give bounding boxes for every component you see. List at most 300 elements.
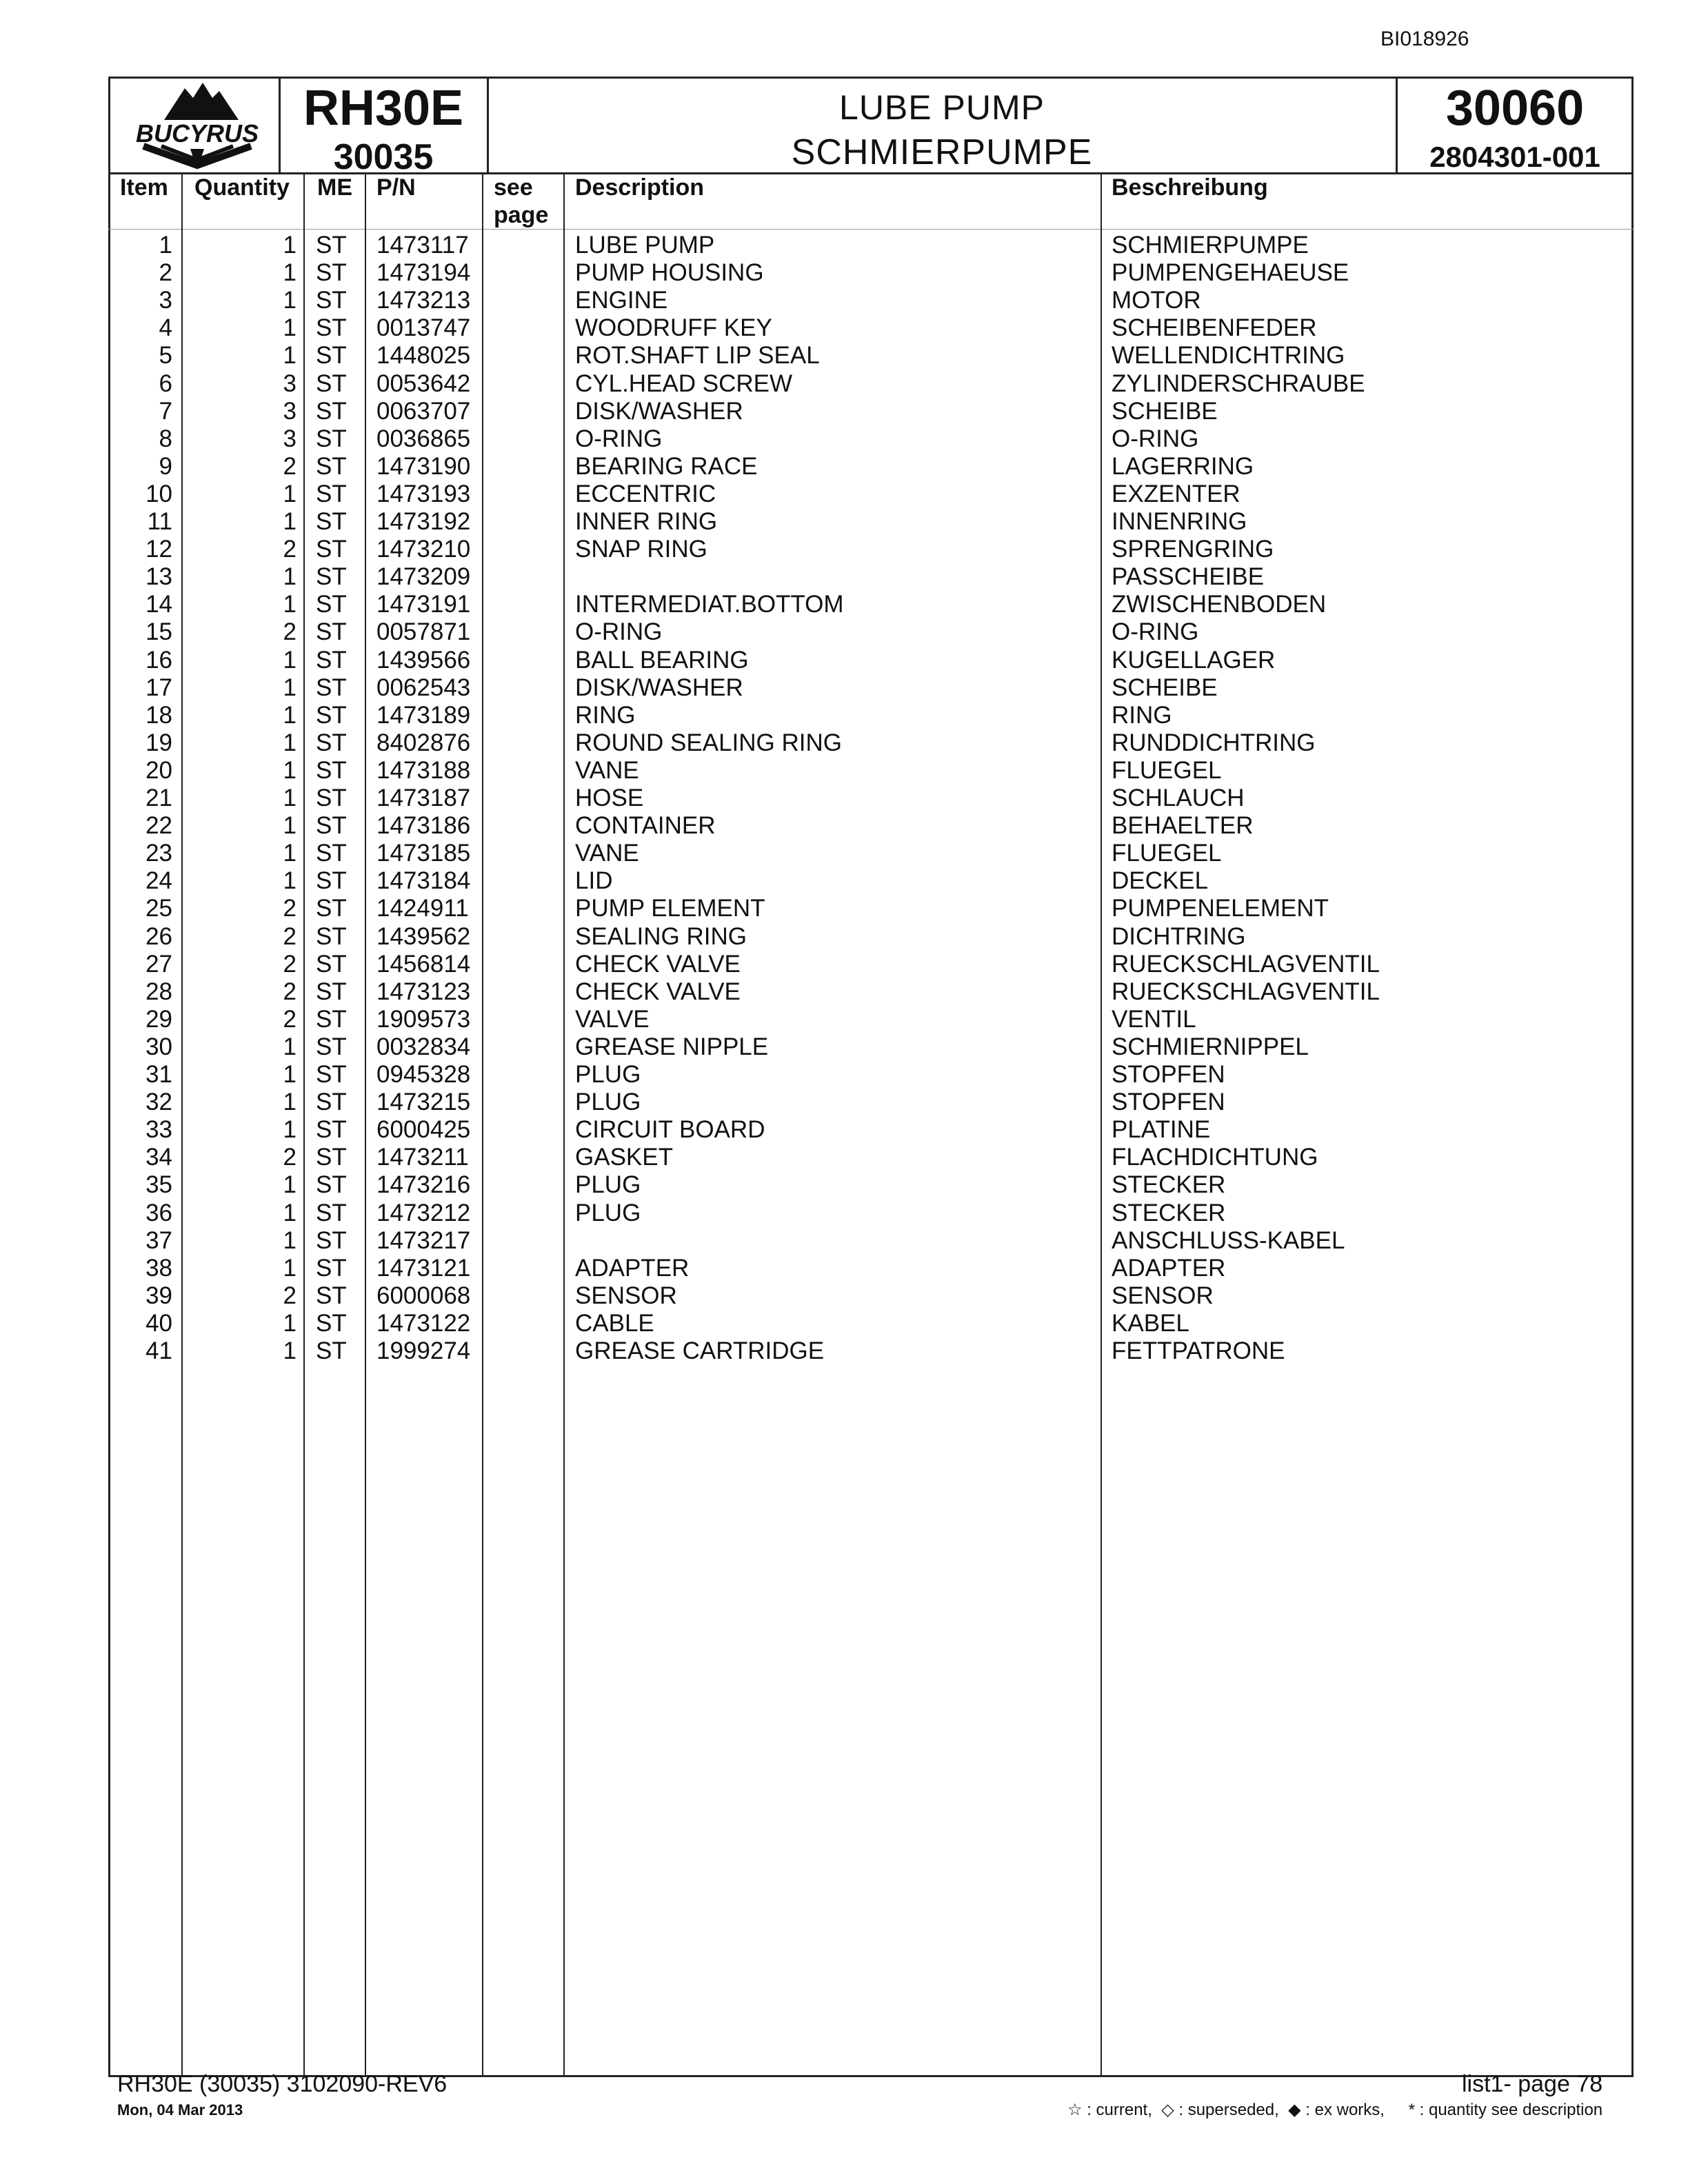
table-row xyxy=(0,342,1688,370)
quantity-cell: 1 xyxy=(283,1033,297,1060)
item-number: 34 xyxy=(145,1144,172,1171)
beschreibung-cell: SPRENGRING xyxy=(1112,536,1274,563)
description-cell: GREASE CARTRIDGE xyxy=(575,1337,825,1364)
unit-cell: ST xyxy=(316,646,347,674)
unit-cell: ST xyxy=(316,1254,347,1282)
unit-cell: ST xyxy=(316,480,347,507)
legend-ex-works: : ex works, xyxy=(1305,2101,1385,2119)
description-cell: CONTAINER xyxy=(575,812,716,840)
unit-cell: ST xyxy=(316,287,347,314)
quantity-cell: 2 xyxy=(283,950,297,978)
part-number-cell: 1473122 xyxy=(376,1309,471,1337)
table-row xyxy=(0,591,1688,618)
table-row xyxy=(0,978,1688,1006)
quantity-cell: 1 xyxy=(283,1226,297,1254)
beschreibung-cell: FLUEGEL xyxy=(1112,840,1222,867)
unit-cell: ST xyxy=(316,536,347,563)
item-number: 35 xyxy=(145,1171,172,1199)
beschreibung-cell: PLATINE xyxy=(1112,1116,1211,1144)
unit-cell: ST xyxy=(316,397,347,425)
quantity-cell: 1 xyxy=(283,840,297,867)
table-row xyxy=(0,1144,1688,1171)
column-header-item: Item xyxy=(120,174,168,201)
description-cell: PLUG xyxy=(575,1061,641,1088)
model-number: 30035 xyxy=(333,137,434,177)
part-number-cell: 1473194 xyxy=(376,259,471,287)
part-number-cell: 0062543 xyxy=(376,674,471,701)
page-code-box xyxy=(1396,77,1634,178)
description-cell: ADAPTER xyxy=(575,1254,690,1282)
unit-cell: ST xyxy=(316,452,347,480)
quantity-cell: 2 xyxy=(283,536,297,563)
beschreibung-cell: STECKER xyxy=(1112,1171,1226,1199)
legend-quantity: * : quantity see description xyxy=(1408,2101,1603,2119)
column-header-beschreibung: Beschreibung xyxy=(1112,174,1268,201)
part-number-cell: 1473191 xyxy=(376,591,471,618)
description-cell: VANE xyxy=(575,756,639,784)
table-row xyxy=(0,674,1688,702)
item-number: 13 xyxy=(145,563,172,591)
part-number-cell: 1473193 xyxy=(376,480,471,507)
unit-cell: ST xyxy=(316,1171,347,1199)
part-number-cell: 1909573 xyxy=(376,1005,471,1033)
unit-cell: ST xyxy=(316,1309,347,1337)
unit-cell: ST xyxy=(316,729,347,756)
item-number: 3 xyxy=(159,287,172,314)
beschreibung-cell: O-RING xyxy=(1112,618,1199,646)
title-german: SCHMIERPUMPE xyxy=(791,132,1093,172)
beschreibung-cell: ZYLINDERSCHRAUBE xyxy=(1112,370,1365,397)
beschreibung-cell: SCHMIERNIPPEL xyxy=(1112,1033,1309,1060)
table-row xyxy=(0,425,1688,453)
item-number: 8 xyxy=(159,425,172,452)
description-cell: O-RING xyxy=(575,425,663,452)
beschreibung-cell: PUMPENGEHAEUSE xyxy=(1112,259,1349,287)
description-cell: CHECK VALVE xyxy=(575,950,741,978)
quantity-cell: 1 xyxy=(283,342,297,370)
document-id: BI018926 xyxy=(1380,28,1469,50)
description-cell: CYL.HEAD SCREW xyxy=(575,370,793,397)
quantity-cell: 1 xyxy=(283,1199,297,1226)
description-cell: VALVE xyxy=(575,1005,650,1033)
beschreibung-cell: MOTOR xyxy=(1112,287,1201,314)
unit-cell: ST xyxy=(316,674,347,701)
column-header-me: ME xyxy=(317,174,352,201)
table-row xyxy=(0,867,1688,895)
star-icon: ☆ xyxy=(1067,2101,1083,2119)
table-row xyxy=(0,1006,1688,1033)
item-number: 28 xyxy=(145,978,172,1005)
diamond-filled-icon: ◆ xyxy=(1283,2101,1301,2119)
bucyrus-logo xyxy=(116,77,279,172)
description-cell: DISK/WASHER xyxy=(575,674,743,701)
quantity-cell: 1 xyxy=(283,674,297,701)
table-row xyxy=(0,702,1688,729)
table-row xyxy=(0,647,1688,674)
part-number-cell: 1473185 xyxy=(376,840,471,867)
item-number: 16 xyxy=(145,646,172,674)
beschreibung-cell: DICHTRING xyxy=(1112,922,1246,950)
beschreibung-cell: SCHEIBE xyxy=(1112,674,1218,701)
quantity-cell: 1 xyxy=(283,812,297,840)
description-cell: PLUG xyxy=(575,1089,641,1116)
table-row xyxy=(0,1255,1688,1282)
part-number-cell: 1473215 xyxy=(376,1089,471,1116)
unit-cell: ST xyxy=(316,950,347,978)
beschreibung-cell: RUECKSCHLAGVENTIL xyxy=(1112,950,1380,978)
beschreibung-cell: ANSCHLUSS-KABEL xyxy=(1112,1226,1345,1254)
table-row xyxy=(0,536,1688,563)
table-row xyxy=(0,729,1688,757)
item-number: 29 xyxy=(145,1005,172,1033)
quantity-cell: 1 xyxy=(283,1309,297,1337)
svg-text:BUCYRUS: BUCYRUS xyxy=(135,119,259,148)
footer-page-number: list1- page 78 xyxy=(1462,2071,1603,2097)
description-cell: SNAP RING xyxy=(575,536,707,563)
table-row xyxy=(0,812,1688,840)
beschreibung-cell: SCHLAUCH xyxy=(1112,785,1245,811)
beschreibung-cell: STOPFEN xyxy=(1112,1061,1225,1088)
item-number: 12 xyxy=(145,536,172,563)
description-cell: BEARING RACE xyxy=(575,452,758,480)
beschreibung-cell: SCHEIBENFEDER xyxy=(1112,314,1317,342)
item-number: 37 xyxy=(145,1226,172,1254)
quantity-cell: 2 xyxy=(283,922,297,950)
quantity-cell: 2 xyxy=(283,1144,297,1171)
description-cell: PUMP HOUSING xyxy=(575,259,764,287)
unit-cell: ST xyxy=(316,370,347,397)
quantity-cell: 1 xyxy=(283,1061,297,1088)
unit-cell: ST xyxy=(316,812,347,840)
beschreibung-cell: RING xyxy=(1112,701,1172,729)
quantity-cell: 1 xyxy=(283,287,297,314)
item-number: 23 xyxy=(145,840,172,867)
table-row xyxy=(0,1089,1688,1116)
model-box xyxy=(279,77,488,178)
item-number: 4 xyxy=(159,314,172,342)
part-number-cell: 1473209 xyxy=(376,563,471,591)
beschreibung-cell: STOPFEN xyxy=(1112,1089,1225,1116)
table-row xyxy=(0,287,1688,314)
part-number-cell: 0053642 xyxy=(376,370,471,397)
beschreibung-cell: PASSCHEIBE xyxy=(1112,563,1265,591)
item-number: 20 xyxy=(145,756,172,784)
item-number: 18 xyxy=(145,701,172,729)
unit-cell: ST xyxy=(316,1282,347,1309)
part-number-cell: 0057871 xyxy=(376,618,471,646)
item-number: 9 xyxy=(159,452,172,480)
beschreibung-cell: FLUEGEL xyxy=(1112,756,1222,784)
quantity-cell: 1 xyxy=(283,314,297,342)
quantity-cell: 1 xyxy=(283,729,297,756)
quantity-cell: 1 xyxy=(283,756,297,784)
item-number: 30 xyxy=(145,1033,172,1060)
table-row xyxy=(0,232,1688,259)
beschreibung-cell: KUGELLAGER xyxy=(1112,646,1276,674)
part-number-cell: 1473213 xyxy=(376,287,471,314)
part-number-cell: 1999274 xyxy=(376,1337,471,1364)
quantity-cell: 2 xyxy=(283,895,297,922)
table-row xyxy=(0,757,1688,785)
unit-cell: ST xyxy=(316,840,347,867)
part-number-cell: 1473212 xyxy=(376,1199,471,1226)
quantity-cell: 1 xyxy=(283,646,297,674)
description-cell: INNER RING xyxy=(575,508,718,535)
unit-cell: ST xyxy=(316,895,347,922)
unit-cell: ST xyxy=(316,1061,347,1088)
part-number-cell: 1473216 xyxy=(376,1171,471,1199)
table-row xyxy=(0,1171,1688,1199)
table-row xyxy=(0,314,1688,342)
table-row xyxy=(0,951,1688,978)
column-header-see: see xyxy=(494,174,533,201)
column-header-page: page xyxy=(494,202,549,228)
part-number-cell: 1473190 xyxy=(376,452,471,480)
item-number: 31 xyxy=(145,1061,172,1088)
beschreibung-cell: O-RING xyxy=(1112,425,1199,452)
unit-cell: ST xyxy=(316,259,347,287)
item-number: 32 xyxy=(145,1089,172,1116)
unit-cell: ST xyxy=(316,1005,347,1033)
beschreibung-cell: ADAPTER xyxy=(1112,1254,1226,1282)
beschreibung-cell: SENSOR xyxy=(1112,1282,1214,1309)
description-cell: PUMP ELEMENT xyxy=(575,895,765,922)
quantity-cell: 3 xyxy=(283,370,297,397)
item-number: 1 xyxy=(159,232,172,259)
unit-cell: ST xyxy=(316,1337,347,1364)
unit-cell: ST xyxy=(316,922,347,950)
quantity-cell: 1 xyxy=(283,232,297,259)
item-number: 7 xyxy=(159,397,172,425)
item-number: 26 xyxy=(145,922,172,950)
description-cell: GREASE NIPPLE xyxy=(575,1033,769,1060)
part-number-cell: 0063707 xyxy=(376,397,471,425)
description-cell: PLUG xyxy=(575,1199,641,1226)
table-row xyxy=(0,508,1688,536)
quantity-cell: 1 xyxy=(283,508,297,535)
table-row xyxy=(0,453,1688,481)
page-code: 30060 xyxy=(1445,81,1585,136)
unit-cell: ST xyxy=(316,756,347,784)
description-cell: DISK/WASHER xyxy=(575,397,743,425)
unit-cell: ST xyxy=(316,563,347,591)
column-header-description: Description xyxy=(575,174,705,201)
table-row xyxy=(0,1200,1688,1227)
beschreibung-cell: BEHAELTER xyxy=(1112,812,1254,840)
beschreibung-cell: ZWISCHENBODEN xyxy=(1112,591,1327,618)
part-number-cell: 1473187 xyxy=(376,785,471,811)
item-number: 14 xyxy=(145,591,172,618)
part-number-cell: 1473217 xyxy=(376,1226,471,1254)
description-cell: LUBE PUMP xyxy=(575,232,715,259)
quantity-cell: 1 xyxy=(283,591,297,618)
part-number-cell: 6000068 xyxy=(376,1282,471,1309)
beschreibung-cell: KABEL xyxy=(1112,1309,1189,1337)
unit-cell: ST xyxy=(316,425,347,452)
item-number: 39 xyxy=(145,1282,172,1309)
item-number: 22 xyxy=(145,812,172,840)
item-number: 6 xyxy=(159,370,172,397)
table-row xyxy=(0,840,1688,867)
item-number: 41 xyxy=(145,1337,172,1364)
beschreibung-cell: PUMPENELEMENT xyxy=(1112,895,1329,922)
part-number-cell: 1448025 xyxy=(376,342,471,370)
unit-cell: ST xyxy=(316,1226,347,1254)
part-number-cell: 0013747 xyxy=(376,314,471,342)
description-cell: CIRCUIT BOARD xyxy=(575,1116,765,1144)
quantity-cell: 1 xyxy=(283,480,297,507)
part-number-cell: 1473123 xyxy=(376,978,471,1005)
part-number-cell: 1473192 xyxy=(376,508,471,535)
unit-cell: ST xyxy=(316,314,347,342)
part-number-cell: 8402876 xyxy=(376,729,471,756)
item-number: 5 xyxy=(159,342,172,370)
quantity-cell: 1 xyxy=(283,1089,297,1116)
title-box xyxy=(488,77,1396,175)
part-number-cell: 0032834 xyxy=(376,1033,471,1060)
table-row xyxy=(0,370,1688,398)
table-row xyxy=(0,1337,1688,1365)
legend xyxy=(1067,2100,1602,2120)
part-number-cell: 0036865 xyxy=(376,425,471,452)
item-number: 15 xyxy=(145,618,172,646)
unit-cell: ST xyxy=(316,1116,347,1144)
beschreibung-cell: FETTPATRONE xyxy=(1112,1337,1285,1364)
description-cell: BALL BEARING xyxy=(575,646,749,674)
part-number-cell: 1473117 xyxy=(376,232,469,259)
item-number: 24 xyxy=(145,867,172,895)
part-number-cell: 1473211 xyxy=(376,1144,469,1171)
beschreibung-cell: SCHEIBE xyxy=(1112,397,1218,425)
quantity-cell: 2 xyxy=(283,452,297,480)
table-row xyxy=(0,481,1688,508)
quantity-cell: 2 xyxy=(283,978,297,1005)
model-name: RH30E xyxy=(303,81,464,136)
quantity-cell: 2 xyxy=(283,618,297,646)
unit-cell: ST xyxy=(316,1033,347,1060)
table-row xyxy=(0,1116,1688,1144)
column-header-pn: P/N xyxy=(376,174,416,201)
table-row xyxy=(0,398,1688,425)
part-number-cell: 1473189 xyxy=(376,701,471,729)
table-row xyxy=(0,785,1688,812)
part-number-cell: 1456814 xyxy=(376,950,471,978)
description-cell: INTERMEDIAT.BOTTOM xyxy=(575,591,844,618)
quantity-cell: 1 xyxy=(283,1337,297,1364)
beschreibung-cell: WELLENDICHTRING xyxy=(1112,342,1345,370)
item-number: 33 xyxy=(145,1116,172,1144)
diamond-outline-icon: ◇ xyxy=(1156,2101,1174,2119)
item-number: 25 xyxy=(145,895,172,922)
item-number: 21 xyxy=(145,785,172,811)
unit-cell: ST xyxy=(316,1089,347,1116)
unit-cell: ST xyxy=(316,1199,347,1226)
unit-cell: ST xyxy=(316,867,347,895)
table-row xyxy=(0,895,1688,922)
unit-cell: ST xyxy=(316,978,347,1005)
quantity-cell: 1 xyxy=(283,1116,297,1144)
quantity-cell: 1 xyxy=(283,563,297,591)
unit-cell: ST xyxy=(316,591,347,618)
quantity-cell: 1 xyxy=(283,259,297,287)
quantity-cell: 3 xyxy=(283,397,297,425)
table-row xyxy=(0,1061,1688,1089)
unit-cell: ST xyxy=(316,508,347,535)
description-cell: ENGINE xyxy=(575,287,668,314)
item-number: 36 xyxy=(145,1199,172,1226)
quantity-cell: 1 xyxy=(283,1254,297,1282)
legend-current: : current, xyxy=(1087,2101,1152,2119)
table-row xyxy=(0,1033,1688,1061)
item-number: 40 xyxy=(145,1309,172,1337)
description-cell: ECCENTRIC xyxy=(575,480,716,507)
part-number-cell: 1473188 xyxy=(376,756,471,784)
description-cell: SEALING RING xyxy=(575,922,747,950)
part-number-cell: 1473121 xyxy=(376,1254,471,1282)
part-number-cell: 1439566 xyxy=(376,646,471,674)
beschreibung-cell: RUECKSCHLAGVENTIL xyxy=(1112,978,1380,1005)
unit-cell: ST xyxy=(316,342,347,370)
item-number: 2 xyxy=(159,259,172,287)
part-number-cell: 1473184 xyxy=(376,867,471,895)
table-row xyxy=(0,1227,1688,1255)
description-cell: RING xyxy=(575,701,636,729)
table-row xyxy=(0,563,1688,591)
legend-superseded: : superseded, xyxy=(1178,2101,1279,2119)
beschreibung-cell: RUNDDICHTRING xyxy=(1112,729,1316,756)
item-number: 11 xyxy=(147,508,172,535)
description-cell: VANE xyxy=(575,840,639,867)
unit-cell: ST xyxy=(316,618,347,646)
beschreibung-cell: LAGERRING xyxy=(1112,452,1254,480)
item-number: 38 xyxy=(145,1254,172,1282)
description-cell: CABLE xyxy=(575,1309,654,1337)
part-number-cell: 0945328 xyxy=(376,1061,471,1088)
column-header-divider xyxy=(108,229,1634,230)
beschreibung-cell: INNENRING xyxy=(1112,508,1247,535)
beschreibung-cell: VENTIL xyxy=(1112,1005,1196,1033)
unit-cell: ST xyxy=(316,785,347,811)
quantity-cell: 2 xyxy=(283,1005,297,1033)
beschreibung-cell: SCHMIERPUMPE xyxy=(1112,232,1309,259)
beschreibung-cell: EXZENTER xyxy=(1112,480,1240,507)
beschreibung-cell: STECKER xyxy=(1112,1199,1226,1226)
footer-date: Mon, 04 Mar 2013 xyxy=(117,2101,243,2119)
beschreibung-cell: FLACHDICHTUNG xyxy=(1112,1144,1318,1171)
description-cell: ROUND SEALING RING xyxy=(575,729,842,756)
title-english: LUBE PUMP xyxy=(839,88,1045,127)
description-cell: SENSOR xyxy=(575,1282,677,1309)
item-number: 27 xyxy=(145,950,172,978)
table-row xyxy=(0,618,1688,646)
quantity-cell: 2 xyxy=(283,1282,297,1309)
item-number: 17 xyxy=(145,674,172,701)
table-row xyxy=(0,923,1688,951)
part-number-cell: 6000425 xyxy=(376,1116,471,1144)
quantity-cell: 1 xyxy=(283,867,297,895)
table-row xyxy=(0,259,1688,287)
quantity-cell: 3 xyxy=(283,425,297,452)
assembly-number: 2804301-001 xyxy=(1429,141,1600,173)
unit-cell: ST xyxy=(316,701,347,729)
beschreibung-cell: DECKEL xyxy=(1112,867,1209,895)
quantity-cell: 1 xyxy=(283,701,297,729)
quantity-cell: 1 xyxy=(283,1171,297,1199)
description-cell: WOODRUFF KEY xyxy=(575,314,772,342)
footer-document-reference: RH30E (30035) 3102090-REV6 xyxy=(117,2071,448,2097)
part-number-cell: 1439562 xyxy=(376,922,471,950)
quantity-cell: 1 xyxy=(283,785,297,811)
